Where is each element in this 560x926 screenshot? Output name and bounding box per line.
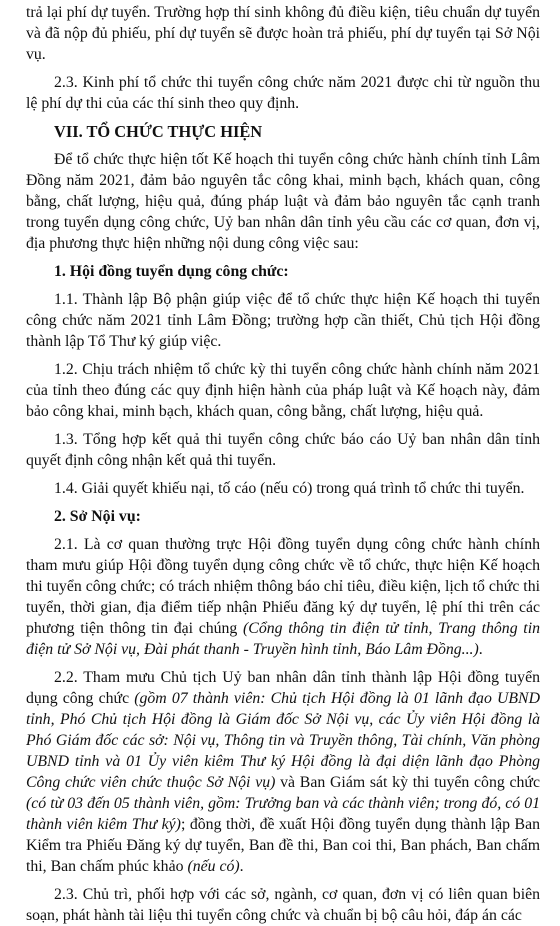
paragraph-1-1: 1.1. Thành lập Bộ phận giúp việc để tổ chức thực hiện Kế hoạch thi tuyển công chức năm 2021 tỉnh Lâm Đồng; trường hợp cần thiết, Chủ tịch Hội đồng thành lập Tổ Thư ký giúp việc. (26, 291, 540, 350)
paragraph-2-1 (26, 534, 540, 660)
paragraph-1-2: 1.2. Chịu trách nhiệm tổ chức kỳ thi tuyển công chức hành chính năm 2021 của tỉnh theo đúng các quy định hiện hành của pháp luật và Kế hoạch này, đảm bảo công khai, minh bạch, khách quan, công bằng, chất lượng, hiệu quả. (26, 361, 540, 420)
paragraph-intro: Để tổ chức thực hiện tốt Kế hoạch thi tuyển công chức hành chính tỉnh Lâm Đồng năm 2021, đảm bảo nguyên tắc công khai, minh bạch, khách quan, công bằng, chất lượng, hiệu quả, đúng pháp luật và đảm bảo nguyên tắc cạnh tranh trong tuyển dụng công chức, Uỷ ban nhân dân tỉnh yêu cầu các cơ quan, đơn vị, địa phương thực hiện những nội dung công việc sau: (26, 151, 540, 252)
section-heading-vii: VII. TỔ CHỨC THỰC HIỆN (54, 122, 263, 141)
paragraph-1-3: 1.3. Tổng hợp kết quả thi tuyển công chức báo cáo Uỷ ban nhân dân tỉnh quyết định công nhận kết quả thi tuyển. (26, 431, 540, 469)
text-run: 2.1. Là cơ quan thường trực Hội đồng tuyển dụng công chức hành chính tham mưu giúp Hội đồng tuyển dụng công chức về tổ chức, thực hiện Kế hoạch thi tuyển công chức; có trách nhiệm thông báo chỉ tiêu, điều kiện, lịch tổ chức thi tuyển, thời gian, địa điểm tiếp nhận Phiếu đăng ký dự tuyển, lệ phí thi trên các phương tiện thông tin đại chúng (26, 536, 540, 637)
text-run: và Ban Giám sát kỳ thi tuyển công chức (275, 774, 540, 791)
italic-run: (có từ 03 đến 05 thành viên, gồm: Trưởng ban và các thành viên; trong đó, có 01 thành viên kiêm Thư ký) (26, 795, 540, 833)
italic-run: (Cổng thông tin điện tử tỉnh, Trang thông tin điện tử Sở Nội vụ, Đài phát thanh - Truyền hình tỉnh, Báo Lâm Đồng...) (26, 620, 540, 658)
paragraph-2-3-budget: 2.3. Kinh phí tổ chức thi tuyển công chức năm 2021 được chi từ nguồn thu lệ phí dự thi của các thí sinh theo quy định. (26, 74, 540, 112)
italic-run: (nếu có) (187, 858, 240, 875)
text-run: . (478, 641, 483, 658)
paragraph-2-3-materials: 2.3. Chủ trì, phối hợp với các sở, ngành, cơ quan, đơn vị có liên quan biên soạn, phát hành tài liệu thi tuyển công chức và chuẩn bị bộ câu hỏi, đáp án các (26, 886, 540, 924)
subheading-hoi-dong: 1. Hội đồng tuyển dụng công chức: (54, 263, 289, 280)
paragraph-1-4: 1.4. Giải quyết khiếu nại, tố cáo (nếu có) trong quá trình tổ chức thi tuyển. (54, 480, 525, 497)
paragraph-2-2 (26, 667, 540, 877)
paragraph-refund: trả lại phí dự tuyển. Trường hợp thí sinh không đủ điều kiện, tiêu chuẩn dự tuyển và đã nộp đủ phiếu, phí dự tuyển sẽ được hoàn trả phiếu, phí dự tuyển tại Sở Nội vụ. (26, 4, 540, 63)
text-run: 2.2. Tham mưu Chủ tịch Uỷ ban nhân dân tỉnh thành lập Hội đồng tuyển dụng công chức (26, 669, 540, 707)
text-run: ; đồng thời, đề xuất Hội đồng tuyển dụng thành lập Ban Kiểm tra Phiếu Đăng ký dự tuyển, Ban đề thi, Ban coi thi, Ban phách, Ban chấm thi, Ban chấm phúc khảo (26, 816, 540, 875)
text-run: . (239, 858, 244, 875)
italic-run: (gồm 07 thành viên: Chủ tịch Hội đồng là 01 lãnh đạo UBND tỉnh, Phó Chủ tịch Hội đồng là Giám đốc Sở Nội vụ, các Ủy viên Hội đồng là Phó Giám đốc các sở: Nội vụ, Thông tin và Truyền thông, Tài chính, Văn phòng UBND tỉnh và 01 Ủy viên kiêm Thư ký Hội đồng là đại diện lãnh đạo Phòng Công chức viên chức thuộc Sở Nội vụ) (26, 690, 540, 791)
subheading-so-noi-vu: 2. Sở Nội vụ: (54, 508, 141, 525)
